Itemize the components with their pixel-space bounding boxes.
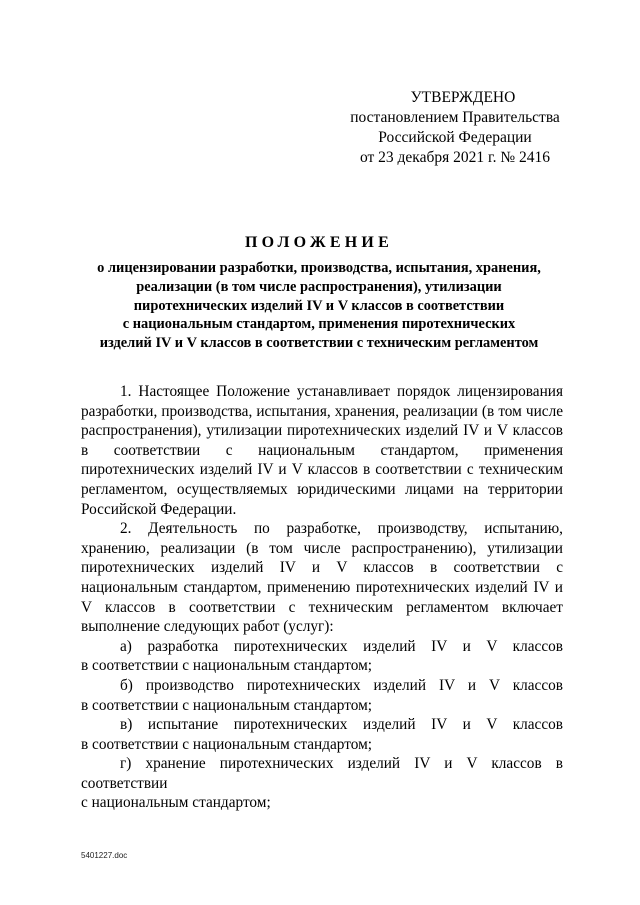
approval-line-1: постановлением Правительства <box>350 109 560 126</box>
subtitle-line-1: о лицензировании разработки, производства, испытания, хранения, <box>97 260 541 276</box>
list-item-continuation: с национальным стандартом; <box>81 794 271 812</box>
list-item-text: б) производство пиротехнических изделий IV и V классов <box>120 676 563 694</box>
approval-stamp <box>300 88 610 168</box>
approval-date-number: от 23 декабря 2021 г. № 2416 <box>359 149 551 166</box>
list-item-continuation: в соответствии с национальным стандартом; <box>81 735 373 753</box>
subtitle-line-4: с национальным стандартом, применения пиротехнических <box>122 316 516 333</box>
document-heading <box>60 232 578 353</box>
list-item-text: г) хранение пиротехнических изделий IV и V классов в соответствии <box>81 755 563 792</box>
paragraph-2: 2. Деятельность по разработке, производству, испытанию, хранению, реализации (в том числе распространению), утилизации пиротехнических изделий IV и V классов в соответствии с национальным стандартом, применению пиротехнических изделий IV и V классов в соответствии с техническим регламентом включает выполнение следующих работ (услуг): <box>81 520 563 636</box>
list-item-text: в) испытание пиротехнических изделий IV и V классов <box>120 716 563 734</box>
list-item-text: а) разработка пиротехнических изделий IV и V классов <box>120 637 563 655</box>
list-item <box>81 676 563 715</box>
list-item <box>81 754 563 813</box>
subtitle-line-2: реализации (в том числе распространения), утилизации <box>136 278 502 295</box>
paragraph-1: 1. Настоящее Положение устанавливает порядок лицензирования разработки, производства, испытания, хранения, реализации (в том числе распространения), утилизации пиротехнических изделий IV и V классов в соответствии с национальным стандартом, применения пиротехнических изделий IV и V классов в соответствии с техническим регламентом, осуществляемых юридическими лицами на территории Российской Федерации. <box>81 383 563 518</box>
list-item <box>81 637 563 676</box>
subtitle-line-3: пиротехнических изделий IV и V классов в соответствии <box>133 297 505 314</box>
document-title: ПОЛОЖЕНИЕ <box>245 234 393 251</box>
list-item <box>81 715 563 754</box>
subtitle-line-5: изделий IV и V классов в соответствии с техническим регламентом <box>99 335 539 352</box>
approval-line-2: Российской Федерации <box>378 129 532 146</box>
list-item-continuation: в соответствии с национальным стандартом; <box>81 696 373 714</box>
list-item-continuation: в соответствии с национальным стандартом; <box>81 657 373 675</box>
document-body <box>81 382 563 813</box>
file-name-footer: 5401227.doc <box>81 851 128 860</box>
approval-title: УТВЕРЖДЕНО <box>410 89 516 106</box>
